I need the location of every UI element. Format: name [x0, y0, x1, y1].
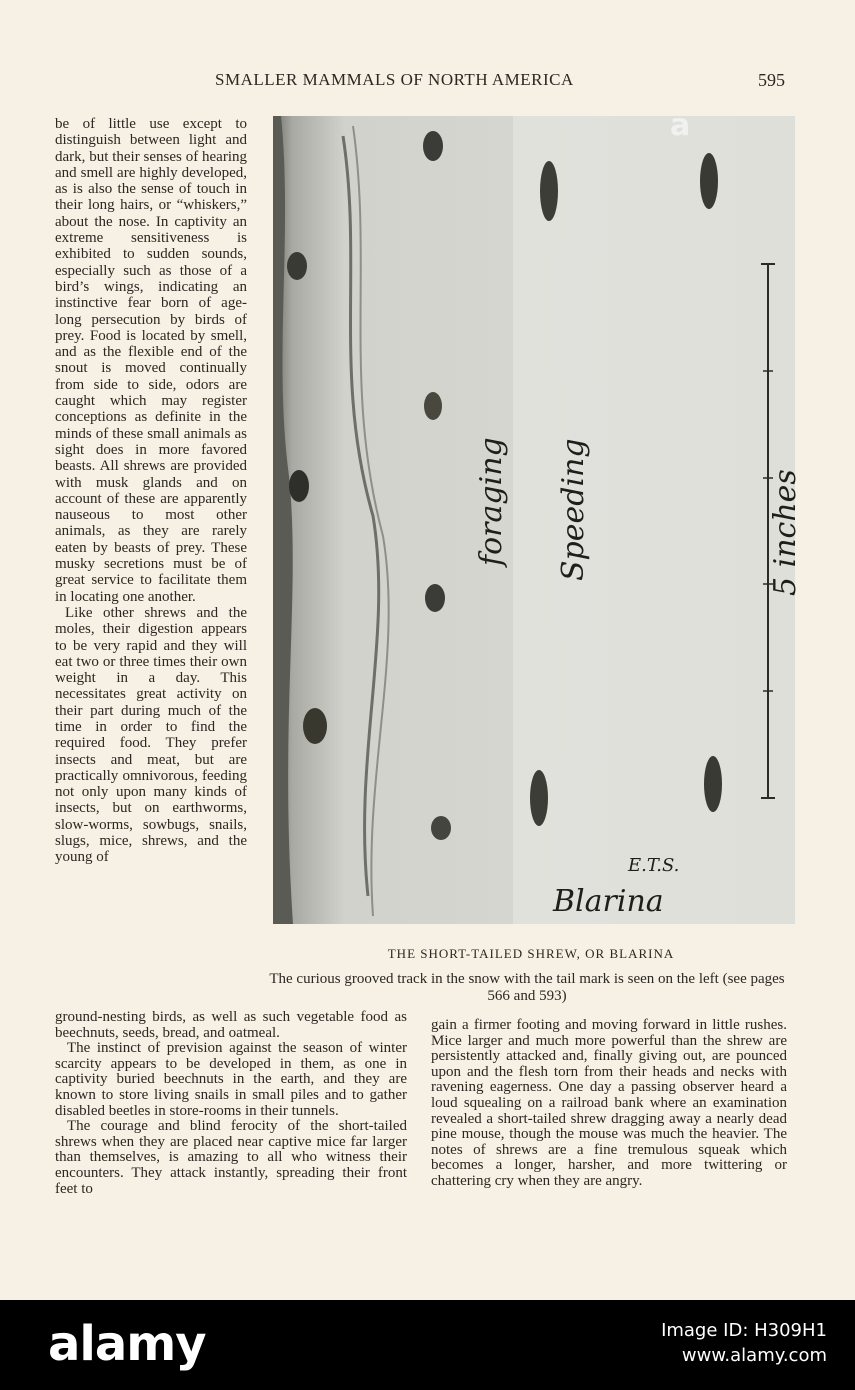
footprint-mark: [704, 756, 722, 812]
site-url-link[interactable]: www.alamy.com: [681, 1345, 827, 1366]
narrow-text-column: [55, 116, 247, 866]
speeding-label: Speeding: [556, 438, 591, 581]
footprint-mark: [303, 708, 327, 744]
footprint-mark: [287, 252, 307, 280]
image-id-label: Image ID: H309H1: [661, 1320, 827, 1341]
body-paragraph: be of little use except to distinguish between light and dark, but their senses of hearing and smell are highly developed, as is also the sense of touch in their long hairs, or “whiskers,” about the nose. In captivity an extreme sensitiveness is exhibited to sudden sounds, especially such as those of a bird’s wings, indicating an instinctive fear born of age-long persecution by birds of prey. Food is located by smell, and as the flexible end of the snout is moved continually from side to side, odors are caught which may register conceptions as definite in the minds of these small animals as sight does in more favored beasts. All shrews are provided with musk glands and on account of these are apparently nauseous to most other animals, as they are rarely eaten by beasts of prey. These musky secretions must be of great service to facilitate them in locating one another.: [55, 116, 247, 605]
footprint-mark: [424, 392, 442, 420]
body-paragraph: gain a firmer footing and moving forward in little rushes. Mice larger and much more powerful than the shrew are persistently attacked and, finally giving out, are pounced upon and the flesh torn from their heads and necks with ravening eagerness. One day a passing observer heard a loud squealing on a railroad bank where an examination revealed a short-tailed shrew dragging away a nearly dead pine mouse, though the mouse was much the heavier. The notes of shrews are a fine tremulous squeak which becomes a longer, harsher, and more twittering or chattering cry when they are angry.: [431, 1017, 787, 1189]
page-header: [0, 70, 855, 94]
footprint-mark: [431, 816, 451, 840]
body-paragraph: ground-nesting birds, as well as such vegetable food as beechnuts, seeds, bread, and oatmeal.: [55, 1009, 407, 1041]
figure-caption-body: The curious grooved track in the snow with the tail mark is seen on the left (see pages 566 and 593): [269, 971, 785, 1004]
footprint-mark: [540, 161, 558, 221]
page-number: 595: [758, 70, 785, 90]
running-head: SMALLER MAMMALS OF NORTH AMERICA: [215, 70, 574, 89]
track-photograph: [273, 116, 803, 924]
alamy-logo[interactable]: alamy: [48, 1316, 206, 1372]
footprint-mark: [423, 131, 443, 161]
footprint-mark: [530, 770, 548, 826]
bottom-left-text-column: [55, 1010, 407, 1197]
footprint-mark: [425, 584, 445, 612]
bottom-right-text-column: [431, 1018, 787, 1190]
figure-caption-title: THE SHORT-TAILED SHREW, OR BLARINA: [387, 946, 675, 961]
footprint-mark: [700, 153, 718, 209]
genus-label: Blarina: [553, 884, 664, 919]
snow-track-drawing: [273, 116, 803, 924]
foraging-label: foraging: [474, 437, 509, 566]
watermark: a: [670, 108, 691, 143]
footprint-mark: [289, 470, 309, 502]
body-paragraph: Like other shrews and the moles, their digestion appears to be very rapid and they will eat two or three times their own weight in a day. This necessitates great activity on their part during much of the time in order to find the required food. They prefer insects and meat, but are practically omnivorous, feeding not only upon many kinds of insects, but on earthworms, slow-worms, sowbugs, snails, slugs, mice, shrews, and the young of: [55, 604, 247, 866]
body-paragraph: The instinct of prevision against the season of winter scarcity appears to be developed in them, as one in captivity buried beechnuts in the earth, and they are known to store living snails in small piles and to gather disabled beetles in store-rooms in their tunnels.: [55, 1040, 407, 1119]
artist-initials: E.T.S.: [628, 855, 680, 876]
body-paragraph: The courage and blind ferocity of the short-tailed shrews when they are placed near captive mice far larger than themselves, is amazing to all who witness their encounters. They attack instantly, spreading their front feet to: [55, 1118, 407, 1197]
scale-label: 5 inches: [768, 469, 803, 596]
